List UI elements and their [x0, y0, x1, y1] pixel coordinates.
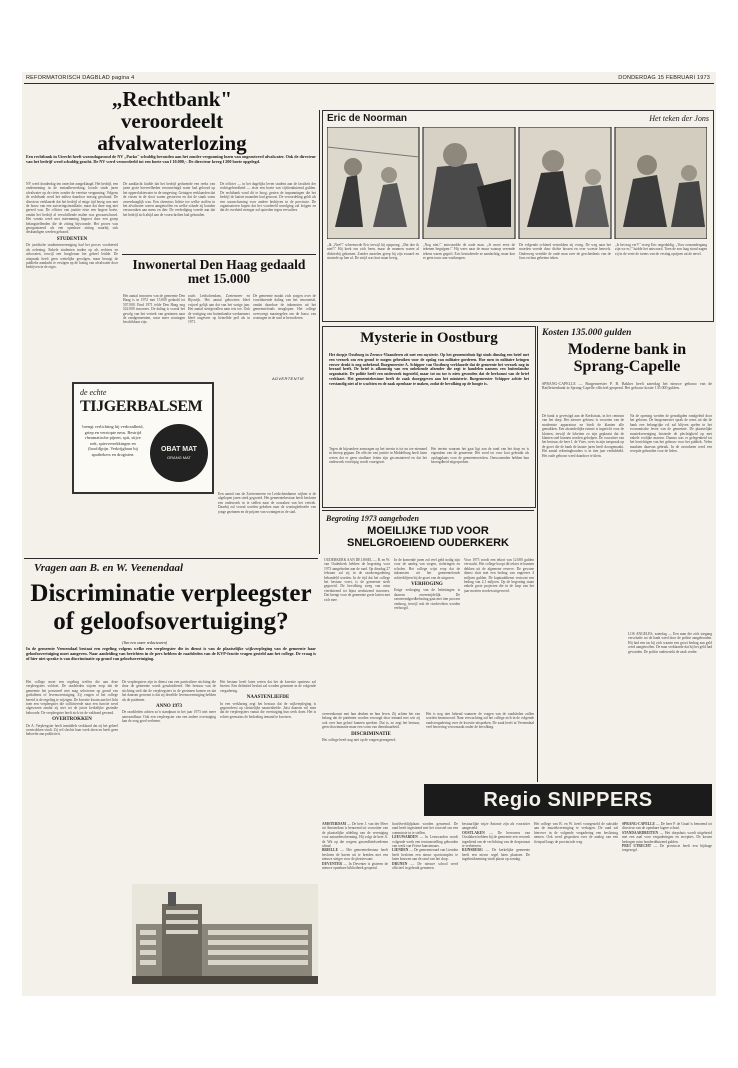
oostburg-lead: Het dorpje Oostburg in Zeeuws-Vlaanderen zit met een mysterie. Op het gemeentehuis ligt sinds dinsdag een brief met een verzoek om een grond te mogen gebruiken voor de opslag van militaire goederen. Hoe men in militaire kringen erover denkt is nog onbekend. Burgemeester A. Schipper van Oostburg verklaarde dat de gemeente het verzoek nog in beraad heeft. De brief is afkomstig van een onbekende afzender die zegt te handelen namens een buitenlandse organisatie. De politie heeft een onderzoek ingesteld, maar tot nu toe is niets gevonden dat de herkomst van de brief verklaart. Het gemeentebestuur heeft de zaak doorgegeven aan het ministerie. Burgemeester Schipper achtte het verstandig niet af te wachten en de zaak openbaar te maken, zodat de bevolking op de hoogte is.: [329, 353, 529, 386]
discriminatie-kicker: Vragen aan B. en W. Veenendaal: [34, 562, 184, 574]
inwonertal-col-1: Het aantal inwoners van de gemeente Den Haag is in 1972 met 15.000 gedaald tot 507.000. Eind 1971 telde Den Haag nog 522.000 inwoners. De daling is vooral het gevolg van het vertrek van gezinnen naar de randgemeenten, waar meer woningen beschikbaar zijn.: [123, 294, 185, 325]
building-photo: [132, 884, 318, 984]
sprang-headline: Moderne bank in Sprang-Capelle: [567, 341, 687, 375]
snippers-town: LIENDEN: [392, 848, 409, 853]
snippers-town: DEVENTER: [322, 861, 342, 866]
comic-title: Eric de Noorman: [327, 113, 408, 124]
tijgerbalsem-advert[interactable]: [72, 382, 214, 494]
begroting-kicker: Begroting 1973 aangeboden: [326, 514, 419, 523]
rechtbank-headline: „Rechtbank" veroordeelt afvalwaterlozing: [97, 87, 247, 156]
rechtbank-lead: Een rechtbank in Utrecht heeft woensdagavond de NV „Packo" schuldig bevonden aan het zonder vergunning lozen van ongezuiverd afvalwater. Ook de directeur van het bedrijf werd schuldig geacht. De NV werd veroordeeld tot een boete van f 10.000,-. De directeur kreeg f 200 boete opgelegd.: [26, 154, 316, 164]
begroting-headline: MOEILIJKE TIJD VOOR SNELGROEIEND OUDERKERK: [347, 525, 509, 549]
snippers-col-4: Het college van B. en W. heeft voorgesteld de subsidie aan de muziekvereniging te verhogen. De raad zal hierover in de volgende vergadering een beslissing nemen. Ook werd gesproken over de aanleg van een fietspad langs de provinciale weg.: [534, 822, 618, 844]
discriminatie-col-3: Het bestuur heeft laten weten dat het de kwestie opnieuw zal bezien. Een definitief besluit zal worden genomen in de volgende vergadering. NAASTENLIEFDE In een verklaring zegt het bestuur dat de wijkverpleging is gegrondvest op christelijke naastenliefde. Juist daarom wil men dat de verpleegsters vanuit die overtuiging hun werk doen. Het is echter geenszins de bedoeling iemand te kwetsen.: [220, 680, 316, 719]
snippers-col-1: AMSTERDAM — De heer J. van der Meer uit Amsterdam is benoemd tot voorzitter van de plaatselijke afdeling van de vereniging voor natuurbescherming. Hij volgt de heer A. de Wit op die wegens gezondheidsredenen aftrad. BRIELLE — Het gemeentebestuur heeft besloten de haven uit te breiden met een nieuwe steiger voor de pleziervaart. DEVENTER — In Deventer is gisteren de nieuwe openbare bibliotheek geopend.: [322, 822, 388, 871]
inwonertal-headline: Inwonertal Den Haag gedaald met 15.000: [132, 257, 306, 287]
snippers-town: LEEUWARDEN: [392, 835, 418, 840]
discriminatie-col-2: De verpleegsters zijn in dienst van een particuliere stichting die door de gemeente wordt gesubsidieerd. Het bestuur van de stichting stelt dat de verpleegsters in de gezinnen komen en dat het daarom gewenst is dat zij dezelfde levensovertuiging hebben als de patiënten. ANNO 1973 De raadsleden achten zo'n standpunt in het jaar 1973 niet meer aanvaardbaar. Ook een verpleegster van een andere overtuiging kan de zorg goed verlenen.: [122, 680, 216, 724]
tiger-badge-icon: [150, 424, 208, 482]
comic-text-2: „Nog niet,\" antwoordde de oude man. „Je moet eerst de tekenen begrijpen.\" Hij wees naar de muur waarop vreemde tekens waren gegrift. Eric bestudeerde ze aandachtig, maar kon er geen touw aan vastknopen.: [423, 243, 515, 261]
anno-subhead: ANNO 1973: [156, 704, 182, 710]
snippers-town: OOSTLAKEN: [462, 830, 485, 835]
snippers-town: PRUI UTRECHT: [622, 844, 652, 849]
snippers-title: Regio SNIPPERS: [483, 788, 653, 811]
begroting-rule: [322, 510, 534, 511]
inwonertal-continuation: Een aantal van de Zoetermeerse en Leidschendamse wijken is de afgelopen jaren sterk gegroeid. Het gemeentebestuur heeft besloten een onderzoek in te stellen naar de oorzaken van het vertrek. Daarbij zal vooral worden gekeken naar de woningbehoefte van jonge gezinnen en de prijzen van woningen in de stad.: [218, 492, 316, 514]
inwonertal-col-2: zoals Leidschendam, Zoetermeer en Rijswijk. Het aantal geboorten bleef vrijwel gelijk aan dat van het vorige jaar. Het aantal sterfgevallen nam iets toe. Ook de vestiging van buitenlandse werknemers bleef ongeveer op hetzelfde peil als in 1971.: [188, 294, 250, 325]
discriminatie-col-1: Het college moet een regeling treffen die aan deze verpleegsters voldoet. De raadsleden wijzen erop dat de gemeente het personeel niet mag selecteren op grond van godsdienst of levensovertuiging. Zij vragen of het college bereid is de regeling te wijzigen. De kwestie kwam aan het licht toen een verpleegster die solliciteerde naar een functie werd afgewezen omdat zij niet tot de juiste kerkelijke gezindte behoorde. De verpleegster heeft zich tot de vakbond gewend. OVERTROKKEN De A. Verpleegster heeft inmiddels verklaard dat zij het geheel overtrokken vindt. Zij wil slechts haar werk doen en heeft geen behoefte aan publiciteit.: [26, 680, 118, 737]
advert-label: ADVERTENTIE: [272, 376, 305, 381]
begroting-col-3: Voor 1973 wordt een tekort van 12.000 gulden verwacht. Het college hoopt dit tekort te kunnen dekken uit de algemene reserve. De gewone dienst sluit met een bedrag van ongeveer 4 miljoen gulden. De kapitaaldienst vertoont een bedrag van 2,1 miljoen. Op de begroting staan enkele grote projecten die in de loop van het jaar moeten worden uitgevoerd.: [464, 558, 534, 593]
oostburg-headline: Mysterie in Oostburg: [360, 330, 498, 346]
oostburg-col-2: Het terrein waarom het gaat ligt aan de rand van het dorp en is eigendom van de gemeente. Het werd tot voor kort gebruikt als opslagplaats voor de gemeentewerken. Omwonenden hebben hun bezorgdheid uitgesproken.: [431, 447, 529, 465]
rechtbank-col-3: De officier — in het dagelijks leven student aan de faculteit der rechtsgeleerdheid — eiste een boete van vijftienduizend gulden. De rechtbank vond dit te hoog, gezien de inspanningen die het bedrijf de laatste maanden had getroost. De veroordeling geldt als een waarschuwing voor andere bedrijven in de provincie. De organisatoren hopen dat het voorbeeld navolging zal krijgen en dat de overheid strenger zal optreden tegen vervuilers.: [220, 182, 316, 213]
oostburg-box: [322, 326, 536, 508]
comic-text-4: „Is het nog ver?\" vroeg Eric ongeduldig. „Voor zonsondergang zijn we er,\" luidde het antwoord. Toen de zon laag stond zagen zij in de verte de torens van de vesting oprijzen uit de nevel.: [615, 243, 707, 256]
snippers-col-3: bestuurlijke wijze Antonie zijn als voorzitter aangesteld. OOSTLAKEN — De bewoners van Oostlaken hebben bij de gemeente een verzoek ingediend om de verlichting van de dorpsstraat te verbeteren. RIJNSBURG — De kerkelijke gemeente heeft een nieuw orgel laten plaatsen. De ingebruikneming vindt plaats op zondag.: [462, 822, 530, 862]
snippers-town: AMSTERDAM: [322, 822, 346, 826]
vertical-rule-2: [537, 326, 538, 782]
discriminatie-lead: In de gemeente Veenendaal bestaat een regeling volgens welke een verpleegster die in dienst is van de plaatselijke wijkverpleging van de gemeente haar geloofsovertuiging moet aangeven. Naar aanleiding van berichten in de pers hebben de raadsleden van de KVP-fractie vragen gesteld aan het college. De vraag is of hier niet sprake is van discriminatie op grond van geloofsovertuiging.: [26, 646, 316, 661]
studenten-subhead: STUDENTEN: [56, 236, 88, 242]
newspaper-page: [22, 72, 716, 996]
snippers-town: BRIELLE: [322, 848, 338, 853]
discriminatie-subhead: DISCRIMINATIE: [351, 731, 391, 737]
regio-snippers-banner: [424, 784, 712, 816]
discriminatie-headline: Discriminatie verpleegster of geloofsovertuiging?: [30, 580, 312, 635]
comic-text-1: „Ik „Nee!\" schreeuwde Eric terwijl hij opsprong. „Dat doe ik niet!\" Hij keek om zich heen, maar de mannen waren al dichterbij gekomen. Zonder aarzelen greep hij zijn zwaard en stormde op hen af. De strijd was kort maar hevig.: [327, 243, 419, 261]
verhoging-subhead: VERHOGING: [411, 582, 443, 588]
sprang-col-2: Na de opening werden de genodigden rondgeleid door het gebouw. De burgemeester sprak de wens uit dat de bank een belangrijke rol zal blijven spelen in het economische leven van de gemeente. De plaatselijke muziekvereniging luisterde de plechtigheid op met enkele vrolijke marsen. Daarna was er gelegenheid tot het bezichtigen van het gebouw voor het publiek. Velen maakten daarvan gebruik. In de avonduren werd een receptie gehouden voor de leden.: [630, 414, 712, 454]
masthead-rule: [24, 83, 714, 84]
snippers-town: RIJNSBURG: [462, 848, 483, 853]
masthead-right: DONDERDAG 15 FEBRUARI 1973: [618, 75, 710, 81]
advert-tagline: brengt verlichting bij verkoudheid, griep en verstopte neus. Bestrijd rheumatische pijnen, spit, stijve nek, spierverrekkingen en (hoofd)pijn. Verkrijgbaar bij apothekers en drogisten.: [82, 424, 144, 457]
begroting-col-1: OUDERKERK AAN DE IJSSEL — B. en W. van Ouderkerk hebben de begroting voor 1973 aangeboden aan de raad. Op dinsdag 27 februari zal zij in de raadsvergadering behandeld worden. In de tijd dat het college het bestuur voert, is de gemeente sterk gegroeid. De bevolking steeg van ruim vierduizend tot bijna zesduizend inwoners. Dat brengt voor de gemeente grote lasten met zich mee.: [324, 558, 390, 602]
sprang-intro: SPRANG-CAPELLE — Burgemeester P. B. Bakker heeft zaterdag het nieuwe gebouw van de Raiffeisenbank in Sprang-Capelle officieel geopend. Het gebouw kostte 135.000 gulden.: [542, 382, 712, 391]
sprang-col-1: De bank is gevestigd aan de Kerkstraat, in het centrum van het dorp. Het nieuwe gebouw is voorzien van de modernste apparatuur en biedt de klanten alle gemakken. Een afzonderlijke ruimte is ingericht voor de kluizen, terwijl de loketten zo zijn geplaatst dat de klanten snel kunnen worden geholpen. De voorzitter van het bestuur, de heer J. de Vries, wees in zijn toespraak op de groei die de bank de laatste jaren heeft doorgemaakt. Het aantal rekeninghouders is in tien jaar verdubbeld. Het oude gebouw werd daardoor te klein.: [542, 414, 624, 458]
advert-brand-top: de echte: [80, 388, 107, 397]
snippers-col-2: hoofdverblijfplaats worden genoemd. De raad heeft ingestemd met het voorstel om een commissie in te stellen. LEEUWARDEN — In Leeuwarden wordt volgende week een tentoonstelling gehouden van werk van Friese kunstenaars. LIENDEN — De gemeenteraad van Lienden heeft besloten een nieuw sportcomplex te laten bouwen aan de rand van het dorp. DRUNEN — De nieuwe school werd officieel in gebruik genomen.: [392, 822, 458, 871]
los-angeles-column: LOS ANGELES, zaterdag — Een man die zich toegang verschafte tot de bank werd door de politie aangehouden. Hij had een tas bij zich waarin een groot bedrag aan geld werd aangetroffen. De man verklaarde dat hij het geld had gevonden. De politie onderzoekt de zaak verder.: [628, 632, 712, 654]
advert-badge-text: OBAT MAT: [161, 446, 197, 453]
snippers-town: SPRANG-CAPELLE: [622, 822, 655, 826]
comic-strip-frame: [322, 110, 714, 322]
masthead-left: REFORMATORISCH DAGBLAD pagina 4: [26, 75, 135, 81]
begroting-col-2: In de komende jaren zal veel geld nodig zijn voor de aanleg van wegen, rioleringen en scholen. Het college wijst erop dat de inkomsten uit het gemeentefonds achterblijven bij de groei van de uitgaven. VERHOGING Enige verhoging van de belastingen is daarom onvermijdelijk. De onroerendgoedbelasting gaat met tien procent omhoog, terwijl ook de rioolrechten worden verhoogd.: [394, 558, 460, 611]
rechtbank-col-1: NV werd donderdag ten onrechte aangeklaagd. Het bedrijf, een onderneming in de metaalbewerking, loosde sinds jaren afvalwater op de rivier zonder de vereiste vergunning. Volgens de rechtbank werd het milieu daardoor ernstig geschaad. De directeur verklaarde dat het bedrijf al enige tijd bezig was met de bouw van een zuiveringsinstallatie, maar dat deze nog niet gereed was. De officier van justitie eiste een hogere boete, omdat het bedrijf al verschillende malen was gewaarschuwd. Het vonnis werd met instemming begroet door een groep belangstellenden die de zitting bijwoonde. Het proces was georganiseerd als een openbare zitting waarbij ook deskundigen werden gehoord. STUDENTEN De juridische studentenvereniging had het proces voorbereid als oefening. Enkele studenten traden op als rechters en advocaten, terwijl een hoogleraar het geheel leidde. De uitspraak heeft geen wettelijke gevolgen, maar beoogt de publieke aandacht te vestigen op de lozing van afvalwater door bedrijven in de regio.: [26, 182, 118, 270]
vertical-rule-1: [319, 110, 320, 554]
discriminatie-col-5: Het is nog niet bekend wanneer de vragen van de raadsleden zullen worden beantwoord. Naar verwachting zal het college zich in de volgende raadsvergadering over de kwestie uitspreken. De zaak heeft in Veenendaal veel beroering veroorzaakt onder de bevolking.: [426, 712, 534, 730]
snippers-town: DRUNEN: [392, 861, 408, 866]
sprang-kicker: Kosten 135.000 gulden: [542, 328, 632, 338]
comic-panels: [327, 127, 707, 239]
snippers-col-5: SPRANG-CAPELLE — De heer P. de Graaf is benoemd tot directeur van de openbare lagere school. STANDAARDBUITEN — Het dorpshuis wordt uitgebreid met een zaal voor vergaderingen en recepties. De kosten bedragen ruim honderdduizend gulden. PRUI UTRECHT — De provincie heeft een bijdrage toegezegd.: [622, 822, 712, 853]
rechtbank-col-2: De aanklacht luidde dat het bedrijf gedurende een reeks van jaren grote hoeveelheden verontreinigd water had geloosd op het oppervlaktewater in de omgeving. Getuigen verklaarden dat de vissen in de sloot waren gestorven en dat de stank soms onverdraaglijk was. Een chemicus lichtte toe welke stoffen in het afvalwater waren aangetroffen en welke schade zij konden veroorzaken aan mens en dier. De verdediging voerde aan dat het bedrijf zich altijd aan de voorschriften had gehouden.: [123, 182, 215, 217]
comic-subtitle: Het teken der Jons: [649, 114, 709, 123]
comic-text-3: De volgende ochtend vertrokken zij vroeg. De weg naar het noorden voerde door dichte bossen en over woeste heuvels. Onderweg vertelde de oude man over de geschiedenis van de Jons en hun geheime teken.: [519, 243, 611, 261]
inwonertal-col-3: De gemeente maakt zich zorgen over de voortdurende daling van het inwonertal, omdat daardoor de inkomsten uit het gemeentefonds teruglopen. Het college overweegt maatregelen om de bouw van woningen in de stad te bevorderen.: [253, 294, 316, 321]
naastenliefde-subhead: NAASTENLIEFDE: [246, 695, 290, 701]
snippers-town: STANDAARDBUITEN: [622, 830, 659, 835]
overtrokken-subhead: OVERTROKKEN: [52, 717, 92, 723]
oostburg-col-1: Tegen de bijzondere aanvragen op het terrein is tot nu toe niemand in beroep gegaan. De officier van justitie in Middelburg heeft laten weten dat er geen strafbare feiten zijn geconstateerd en dat het onderzoek voorlopig wordt voortgezet.: [329, 447, 427, 465]
advert-badge-sub: ORANG MAT: [167, 455, 191, 460]
discriminatie-col-4: overeenkomst met hun denken en hun leven. Zij achten het van belang dat de patiënten worden verzorgd door iemand met wie zij ook over hun geloof kunnen spreken. Dat is, zo zegt het bestuur, geen discriminatie maar een vorm van dienstbaarheid. DISCRIMINATIE Het college heeft nog niet op de vragen gereageerd.: [322, 712, 420, 743]
inwonertal-rule: [122, 254, 316, 255]
discriminatie-byline: (Van een onzer redacteuren): [122, 640, 168, 645]
advert-brand: TIJGERBALSEM: [80, 398, 203, 415]
discriminatie-rule: [24, 558, 318, 559]
